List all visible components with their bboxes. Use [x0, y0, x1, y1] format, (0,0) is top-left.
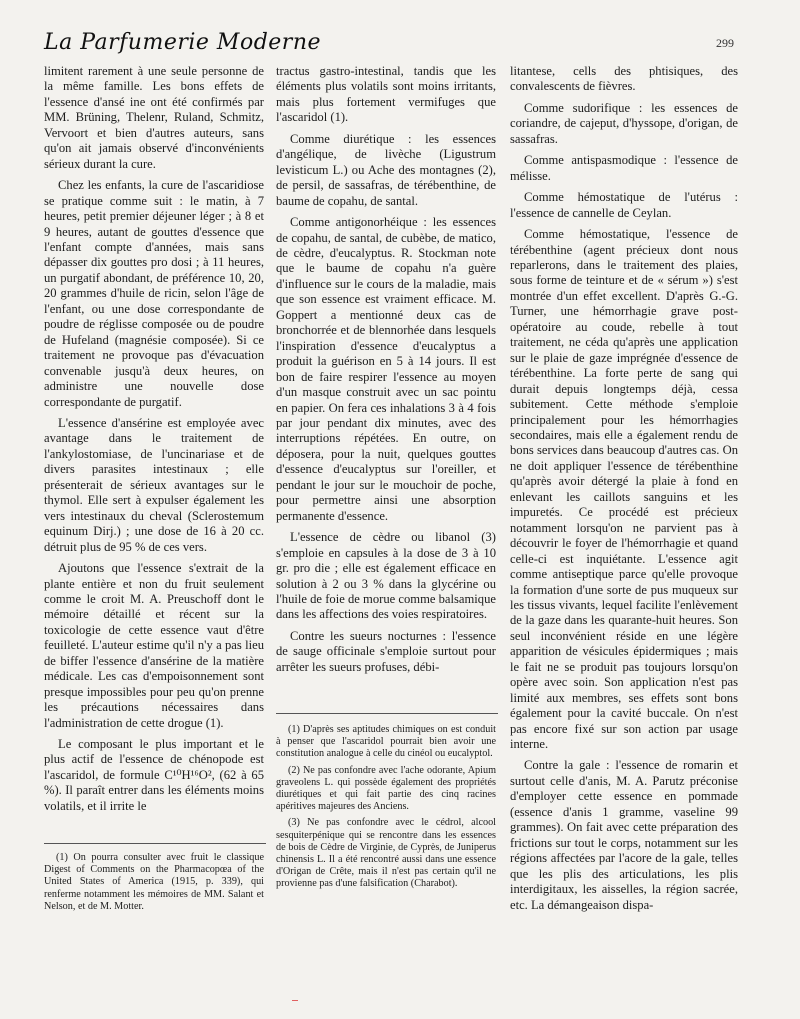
paragraph: Comme antispasmodique : l'essence de mélisse.: [510, 153, 738, 183]
footnote: (2) Ne pas confondre avec l'ache odorante, Apium graveolens L. qui possède également des propriétés diurétiques et qui fait partie des cinq racines apéritives majeures des Anciens.: [276, 764, 496, 813]
paragraph: Chez les enfants, la cure de l'ascaridiose se pratique comme suit : le matin, à 7 heures, petit premier déjeuner léger ; à 8 et 9 heures, autant de gouttes d'essence que l'enfant compte d'années, mais sans dépasser dix gouttes pro dosi ; à 11 heures, un purgatif abondant, de préférence 10, 20, 20 grammes d'huile de ricin, selon l'âge de l'enfant, ou une dose correspondante de poudre de réglisse composée ou de poudre de Hufeland (magnésie composée). Si ce traitement ne provoque pas d'évacuation convenable jusqu'à deux heures, on administre une nouvelle dose correspondante de purgatif.: [44, 178, 264, 409]
paragraph: Comme antigonorhéique : les essences de copahu, de santal, de cubèbe, de matico, de cèdre, d'eucalyptus. R. Stockman note que le baume de copahu n'a guère d'influence sur le cours de la maladie, mais que son essence est vraiment efficace. M. Goppert a mentionné deux cas de bronchorrée et de blennorhée dans lesquels l'inspiration d'essence d'eucalyptus a produit la guérison en 5 à 14 jours. Il est bon de faire respirer l'essence au moyen d'un masque construit avec un sac pointu en papier. On fera ces inhalations 3 à 4 fois par jour pendant dix minutes, avec des interruptions répétées. En outre, on déposera, pour la nuit, quelques gouttes d'essence d'eucalyptus sur l'oreiller, et pendant le jour sur le mouchoir de poche, pour permettre ainsi une absorption permanente d'essence.: [276, 215, 496, 523]
paragraph: Contre la gale : l'essence de romarin et surtout celle d'anis, M. A. Parutz préconise d'employer cette essence en pommade (essence d'anis 1 gramme, vaseline 99 grammes). On fait avec cette préparation des frictions sur tout le corps, notamment sur les régions affectées par l'acore de la gale, telles que les plis des articulations, les plis interdigitaux, les aisselles, la région sacrée, etc. La démangeaison dispa-: [510, 758, 738, 912]
paragraph: L'essence d'ansérine est employée avec avantage dans le traitement de l'ankylostomiase, de l'uncinariase et de divers parasites intestinaux ; elle présenterait de sérieux avantages sur le thymol. Elle sert à expulser également les vers intestinaux du cheval (Sclerostemum equinum Dirj.) ; une dose de 16 à 20 cc. détruit plus de 95 % de ces vers.: [44, 415, 264, 554]
paragraph: tractus gastro-intestinal, tandis que les éléments plus volatils sont moins irritants, mais plus fortement vermifuges que l'ascaridol (1).: [276, 64, 496, 125]
paragraph: Comme hémostatique de l'utérus : l'essence de cannelle de Ceylan.: [510, 190, 738, 220]
paragraph: litantese, cells des phtisiques, des convalescents de fièvres.: [510, 64, 738, 94]
footnotes-column-2: [276, 724, 496, 895]
page-number: 299: [716, 36, 734, 50]
footnote: (1) On pourra consulter avec fruit le classique Digest of Comments on the Pharmacopœa of the United States of America (1915, p. 339), qui renferme notamment les mémoires de MM. Salant et Nelson, et de M. Motter.: [44, 852, 264, 912]
journal-title: La Parfumerie Moderne: [44, 30, 322, 55]
text-column-3: [510, 64, 738, 919]
footnote-divider: [276, 713, 498, 714]
paragraph: Le composant le plus important et le plus actif de l'essence de chénopode est l'ascaridol, de formule C¹⁰H¹⁶O², (62 à 65 %). Il paraît entrer dans les éléments moins volatils, et il irrite le: [44, 737, 264, 813]
print-mark: [292, 1000, 298, 1001]
paragraph: Comme sudorifique : les essences de coriandre, de cajeput, d'hyssope, d'origan, de sassafras.: [510, 100, 738, 146]
paragraph: limitent rarement à une seule personne de la même famille. Les bons effets de l'essence d'ansé ine ont été confirmés par MM. Brüning, Thelenr, Ruland, Schmitz, Vervoort et bien d'autres auteurs, sans qu'on ait jamais observé d'inconvénients sérieux durant la cure.: [44, 64, 264, 171]
paragraph: Ajoutons que l'essence s'extrait de la plante entière et non du fruit seulement comme le croit M. A. Preuschoff dont le mémoire détaillé et récent sur la toxicologie de cette essence vaut d'être feuilleté. L'auteur estime qu'il n'y a pas lieu de biffer l'essence d'ansérine de la matière médicale. Les cas d'empoisonnement sont presque impossibles pour peu qu'on prenne les précautions nécessaires dans l'administration de cette drogue (1).: [44, 561, 264, 730]
paragraph: Comme hémostatique, l'essence de térébenthine (agent précieux dont nous reparlerons, dans le traitement des plaies, sous forme de teinture et de « sérum ») s'est montrée d'un effet excellent. D'après G.-G. Turner, une hémorrhagie grave post-opératoire au coude, rebelle à tout traitement, ne céda qu'après une application sur le plaie de gaze imprégnée d'essence de térébenthine. La forte perte de sang qui durait depuis longtemps déjà, cessa subitement. Cette méthode s'emploie principalement pour les hémorrhagies secondaires, mais elle a également rendu de bons services dans beaucoup d'autres cas. On ne doit appliquer l'essence de térébenthine qu'après avoir détergé la plaie à fond en enlevant les caillots sanguins et les impuretés. Ce procédé est précieux notamment lorsqu'on ne parvient pas à découvrir le foyer de l'hémorrhagie et quand celle-ci est inquiétante. L'essence agit comme antiseptique parce qu'elle provoque la formation d'une sorte de pus muqueux sur les tissus vivants, lequel facilite l'enlèvement de la gaze dans les quarante-huit heures. Son seul inconvénient réside en une légère apparition de vésicules épidermiques ; mais le fait ne se produit pas toujours lorsqu'on opère avec soin. Son application n'est pas limité aux membres, ses effets sont bons également pour la cavité buccale. On n'est pas encore fixé sur son action par usage interne.: [510, 227, 738, 752]
paragraph: L'essence de cèdre ou libanol (3) s'emploie en capsules à la dose de 3 à 10 gr. pro die ; elle est également efficace en solution à 2 ou 3 % dans la glycérine ou l'huile de foie de morue comme balsamique dans les affections des voies respiratoires.: [276, 530, 496, 622]
paragraph: Comme diurétique : les essences d'angélique, de livèche (Ligustrum levisticum L.) ou Ache des montagnes (2), de persil, de sassafras, de térébenthine, de baume de copahu, de santal.: [276, 131, 496, 208]
footnotes-column-1: [44, 852, 264, 917]
footnote: (3) Ne pas confondre avec le cédrol, alcool sesquiterpénique qui se rencontre dans les essences de bois de Cèdre de Virginie, de Cyprès, de Juniperus chinensis L. Il a été rencontré aussi dans une essence d'Origan de Crête, mais il n'est pas certain qu'il ne provienne pas d'une falsification (Charabot).: [276, 817, 496, 890]
paragraph: Contre les sueurs nocturnes : l'essence de sauge officinale s'emploie surtout pour arrêter les sueurs profuses, débi-: [276, 628, 496, 674]
footnote: (1) D'après ses aptitudes chimiques on est conduit à penser que l'ascaridol pourrait bien avoir une constitution analogue à celle du cinéol ou eucalyptol.: [276, 724, 496, 760]
text-column-2: [276, 64, 496, 681]
footnote-divider: [44, 843, 266, 844]
text-column-1: [44, 64, 264, 820]
